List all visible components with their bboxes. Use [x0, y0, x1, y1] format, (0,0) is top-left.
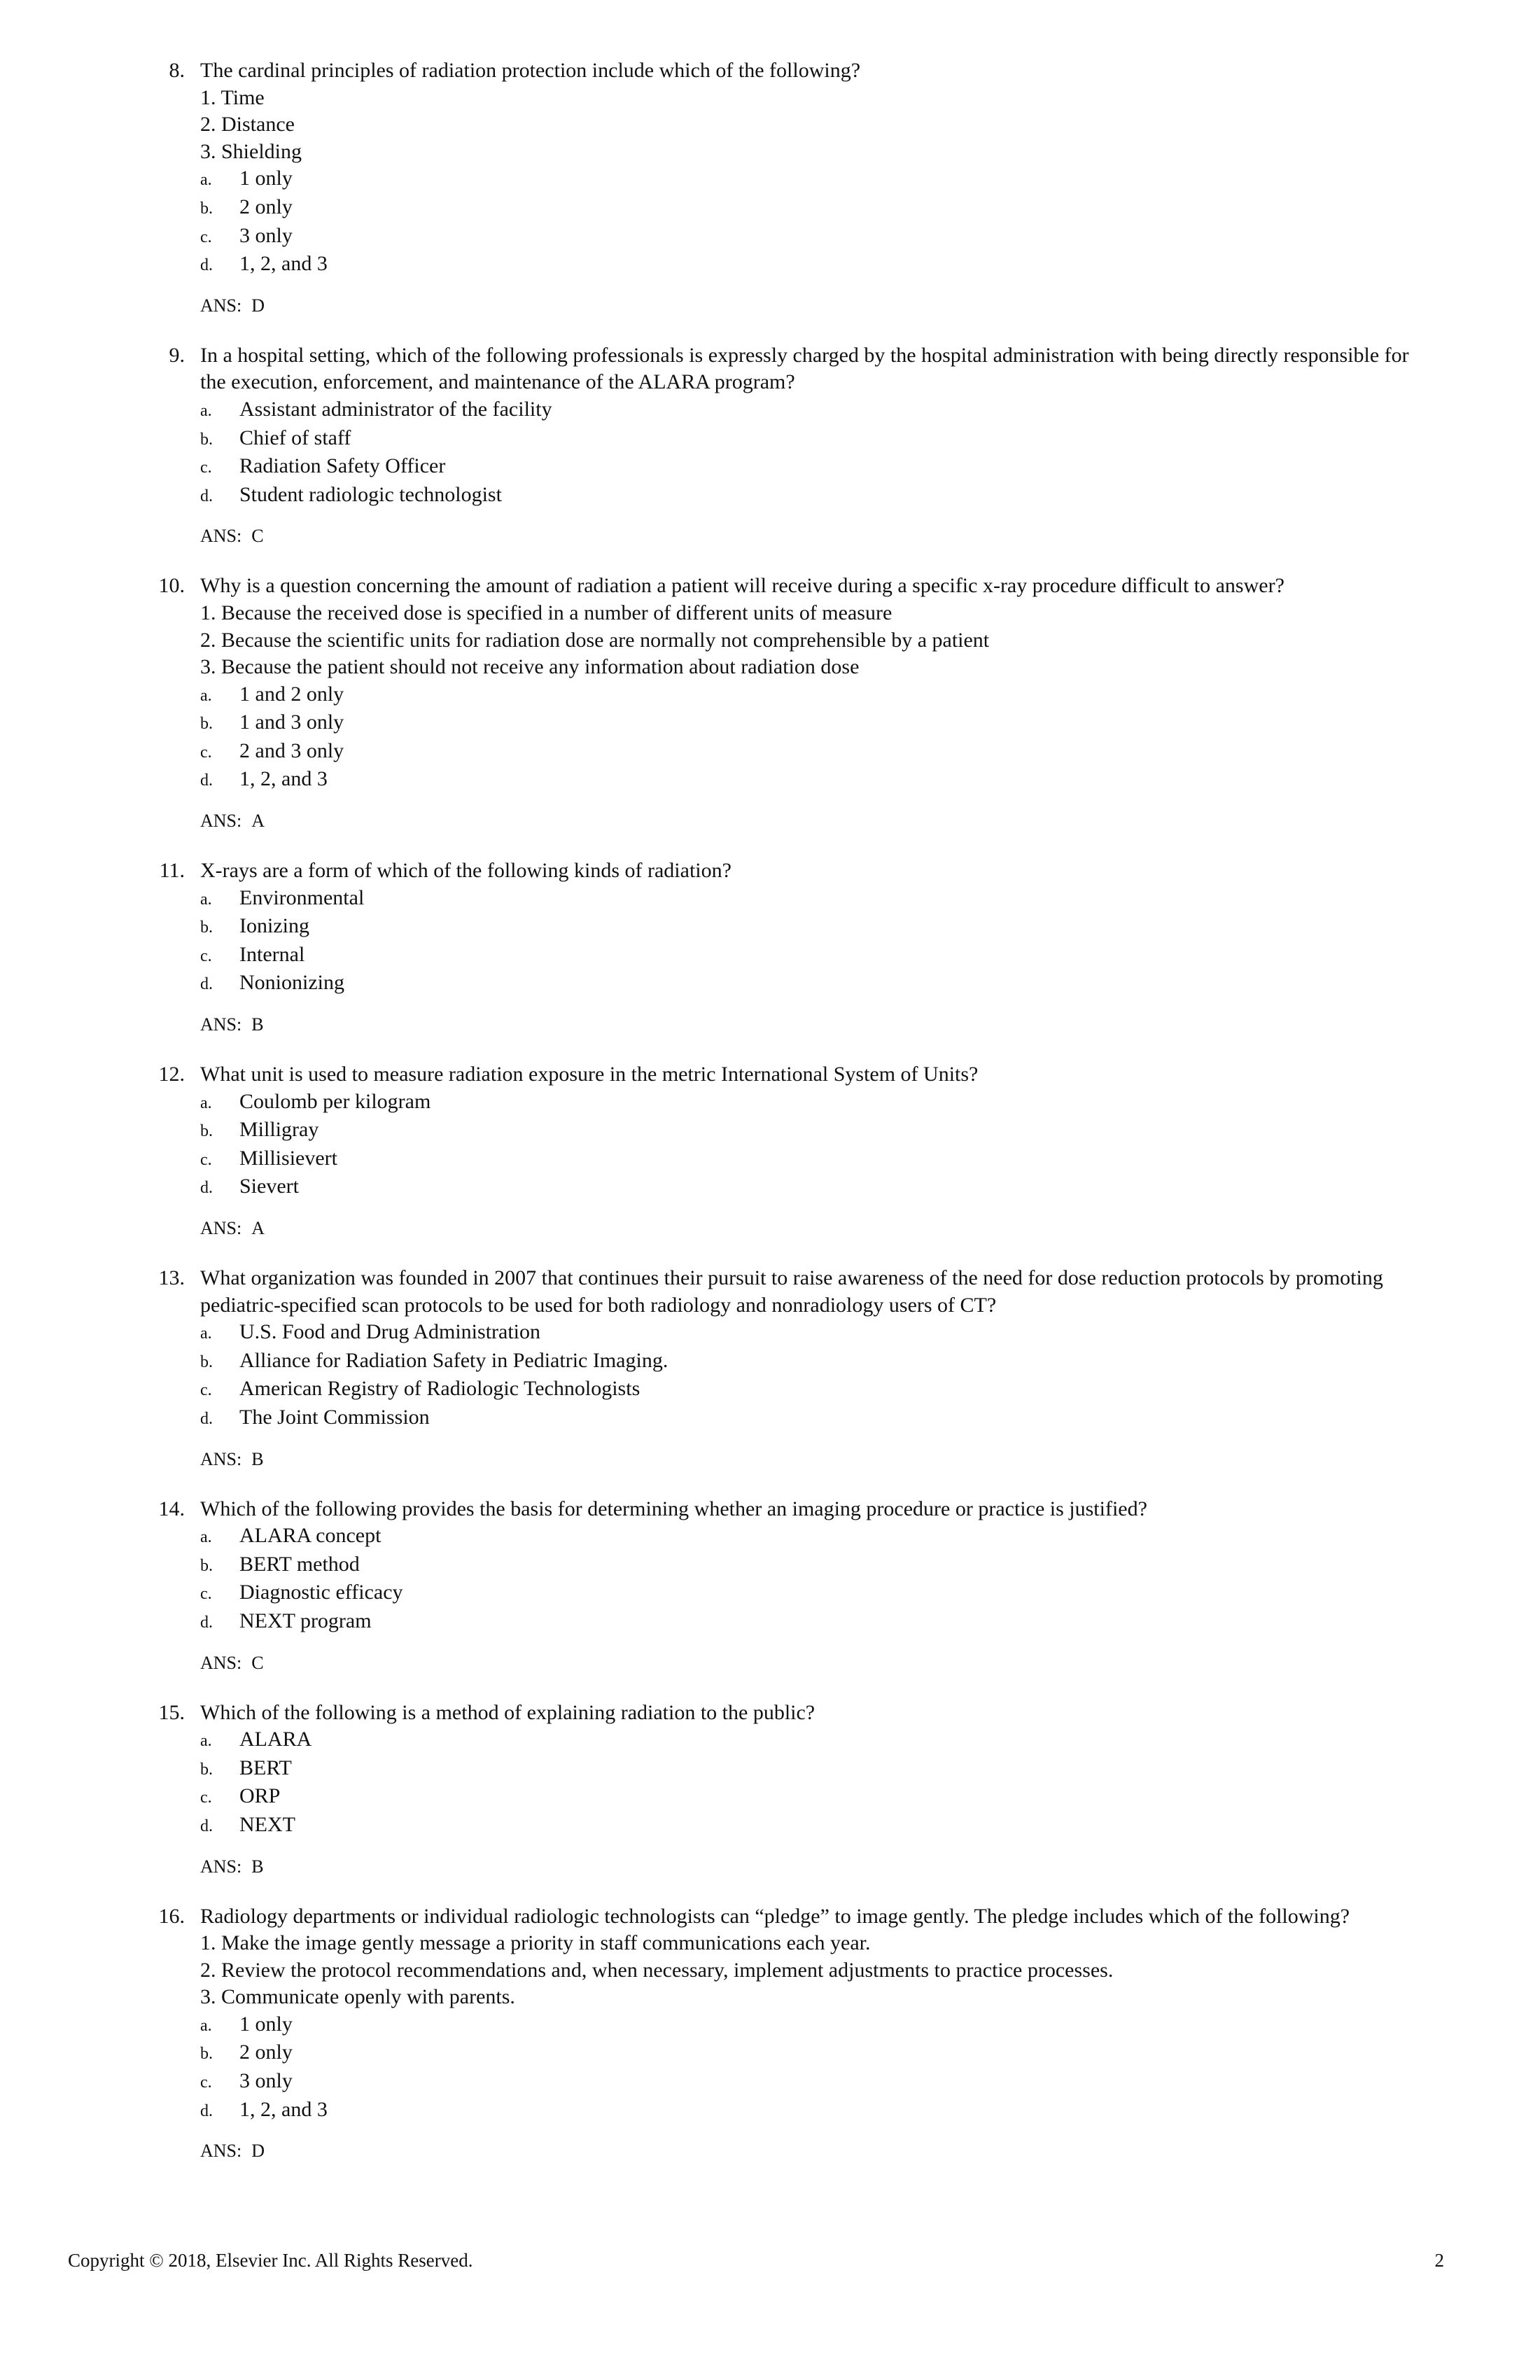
question-text: Which of the following provides the basis for determining whether an imaging procedure or practice is justified?	[200, 1497, 1147, 1520]
answer-label: ANS:	[200, 526, 242, 547]
answer-option	[200, 969, 1418, 998]
option-text: BERT method	[239, 1552, 360, 1576]
option-letter: b.	[200, 2045, 213, 2064]
option-text: 2 only	[239, 2040, 293, 2064]
answer-option	[200, 482, 1418, 510]
question-number: 10.	[158, 574, 185, 598]
question-item	[0, 1265, 1540, 1472]
question-body	[200, 1496, 1418, 1676]
option-text: 1 and 3 only	[239, 710, 344, 734]
question-statement: 3. Shielding	[200, 139, 302, 163]
question-body	[200, 1265, 1418, 1472]
option-letter: d.	[200, 1613, 213, 1632]
option-text: Millisievert	[239, 1146, 337, 1170]
question-text: What unit is used to measure radiation exposure in the metric International System of Units?	[200, 1063, 979, 1086]
question-item	[0, 858, 1540, 1037]
option-letter: c.	[200, 1788, 212, 1807]
option-text: Environmental	[239, 886, 365, 909]
answer-value: B	[251, 1448, 264, 1469]
option-letter: c.	[200, 1585, 212, 1604]
question-body	[200, 342, 1418, 550]
question-number: 8.	[169, 59, 185, 82]
question-number: 16.	[158, 1904, 185, 1928]
question-item	[0, 1496, 1540, 1676]
option-letter: a.	[200, 1732, 212, 1751]
answer-option	[200, 1783, 1418, 1812]
question-number: 14.	[158, 1497, 185, 1520]
option-letter: b.	[200, 1760, 213, 1779]
option-text: 1, 2, and 3	[239, 252, 328, 276]
question-text: Which of the following is a method of explaining radiation to the public?	[200, 1700, 816, 1724]
answer-option	[200, 766, 1418, 794]
option-letter: b.	[200, 715, 213, 734]
option-letter: c.	[200, 227, 212, 246]
option-letter: b.	[200, 1352, 213, 1371]
page-number: 2	[1434, 2250, 1444, 2271]
question-item	[0, 57, 1540, 318]
question-item	[0, 573, 1540, 834]
answer-option	[200, 1522, 1418, 1551]
question-body	[200, 1700, 1418, 1879]
question-number: 9.	[169, 343, 185, 367]
option-text: Radiation Safety Officer	[239, 454, 446, 478]
option-text: 2 and 3 only	[239, 738, 344, 762]
question-statement: 3. Because the patient should not receive any information about radiation dose	[200, 655, 860, 679]
answer-key	[200, 1447, 1418, 1472]
question-body	[200, 858, 1418, 1037]
option-letter: d.	[200, 1179, 213, 1198]
question-statement: 1. Because the received dose is specified in a number of different units of measure	[200, 601, 892, 624]
option-text: NEXT	[239, 1812, 295, 1836]
answer-option	[200, 1145, 1418, 1174]
option-text: 1 and 2 only	[239, 682, 344, 706]
option-text: 3 only	[239, 223, 293, 247]
answer-option	[200, 1755, 1418, 1784]
copyright-notice: Copyright © 2018, Elsevier Inc. All Rights Reserved.	[68, 2250, 473, 2271]
answer-option	[200, 2068, 1418, 2096]
answer-option	[200, 681, 1418, 710]
answer-key	[200, 808, 1418, 834]
question-statement: 1. Time	[200, 85, 265, 109]
question-number: 12.	[158, 1063, 185, 1086]
question-number: 11.	[159, 859, 185, 883]
option-text: Milligray	[239, 1118, 319, 1142]
answer-key	[200, 1854, 1418, 1879]
answer-option	[200, 1116, 1418, 1145]
answer-option	[200, 913, 1418, 941]
answer-key	[200, 293, 1418, 318]
answer-value: C	[251, 1652, 264, 1673]
question-statement: 1. Make the image gently message a priority in staff communications each year.	[200, 1931, 871, 1955]
answer-value: A	[251, 1218, 265, 1238]
question-number: 13.	[158, 1266, 185, 1289]
option-letter: a.	[200, 1093, 212, 1112]
option-letter: d.	[200, 1816, 213, 1835]
answer-option	[200, 223, 1418, 251]
option-text: 1, 2, and 3	[239, 767, 328, 791]
option-text: BERT	[239, 1756, 292, 1779]
answer-value: B	[251, 1014, 264, 1035]
option-letter: b.	[200, 1122, 213, 1141]
question-text: Why is a question concerning the amount of radiation a patient will receive during a specific x-ray procedure difficult to answer?	[200, 574, 1284, 598]
option-text: 3 only	[239, 2069, 293, 2093]
question-text: The cardinal principles of radiation protection include which of the following?	[200, 59, 861, 82]
answer-label: ANS:	[200, 1448, 242, 1469]
option-letter: d.	[200, 1409, 213, 1428]
question-body	[200, 573, 1418, 834]
option-letter: c.	[200, 458, 212, 477]
option-text: Nonionizing	[239, 971, 344, 995]
option-text: Ionizing	[239, 914, 309, 938]
answer-option	[200, 1088, 1418, 1117]
question-number: 15.	[158, 1700, 185, 1724]
option-letter: d.	[200, 975, 213, 994]
answer-option	[200, 709, 1418, 738]
answer-option	[200, 885, 1418, 913]
answer-option	[200, 425, 1418, 454]
option-letter: c.	[200, 743, 212, 762]
option-letter: a.	[200, 171, 212, 190]
question-item	[0, 342, 1540, 550]
question-body	[200, 57, 1418, 318]
question-item	[0, 1700, 1540, 1879]
option-letter: d.	[200, 771, 213, 790]
answer-key	[200, 1216, 1418, 1241]
answer-option	[200, 2096, 1418, 2125]
answer-option	[200, 1173, 1418, 1202]
option-text: American Registry of Radiologic Technologists	[239, 1377, 640, 1401]
question-text: Radiology departments or individual radiologic technologists can “pledge” to image gently. The pledge includes which of the following?	[200, 1904, 1350, 1928]
answer-label: ANS:	[200, 1014, 242, 1035]
answer-label: ANS:	[200, 1652, 242, 1673]
option-text: Coulomb per kilogram	[239, 1089, 431, 1113]
answer-value: D	[251, 295, 265, 316]
option-letter: c.	[200, 946, 212, 965]
answer-option	[200, 1579, 1418, 1608]
option-letter: c.	[200, 1150, 212, 1169]
question-statement: 3. Communicate openly with parents.	[200, 1985, 515, 2009]
option-letter: a.	[200, 1528, 212, 1547]
option-text: ORP	[239, 1784, 281, 1808]
answer-option	[200, 2011, 1418, 2040]
option-text: Sievert	[239, 1175, 299, 1198]
option-text: Internal	[239, 942, 305, 966]
option-letter: a.	[200, 401, 212, 420]
answer-option	[200, 1608, 1418, 1637]
option-letter: a.	[200, 890, 212, 909]
option-letter: c.	[200, 1381, 212, 1400]
answer-option	[200, 1551, 1418, 1580]
option-letter: d.	[200, 486, 213, 505]
question-statement: 2. Review the protocol recommendations and, when necessary, implement adjustments to practice processes.	[200, 1958, 1114, 1982]
question-item	[0, 1061, 1540, 1241]
answer-value: B	[251, 1856, 264, 1877]
answer-option	[200, 1376, 1418, 1404]
question-item	[0, 1903, 1540, 2164]
option-letter: a.	[200, 686, 212, 705]
answer-option	[200, 251, 1418, 279]
answer-value: C	[251, 526, 264, 547]
option-letter: b.	[200, 430, 213, 449]
answer-key	[200, 1651, 1418, 1676]
option-letter: d.	[200, 256, 213, 275]
answer-option	[200, 1319, 1418, 1348]
option-text: Student radiologic technologist	[239, 482, 502, 506]
answer-value: D	[251, 2141, 265, 2162]
option-text: Assistant administrator of the facility	[239, 397, 552, 421]
option-letter: a.	[200, 2016, 212, 2035]
option-text: U.S. Food and Drug Administration	[239, 1320, 541, 1344]
question-text: X-rays are a form of which of the following kinds of radiation?	[200, 859, 732, 883]
option-text: Alliance for Radiation Safety in Pediatric Imaging.	[239, 1348, 668, 1372]
question-body	[200, 1061, 1418, 1241]
question-list	[0, 57, 1540, 2188]
option-text: ALARA concept	[239, 1524, 382, 1548]
option-text: 1, 2, and 3	[239, 2097, 328, 2121]
answer-option	[200, 1404, 1418, 1433]
option-text: 2 only	[239, 195, 293, 218]
answer-option	[200, 738, 1418, 766]
answer-value: A	[251, 811, 265, 832]
answer-option	[200, 165, 1418, 194]
answer-option	[200, 194, 1418, 223]
option-text: 1 only	[239, 167, 293, 190]
answer-option	[200, 941, 1418, 970]
option-text: ALARA	[239, 1728, 312, 1751]
answer-key	[200, 524, 1418, 549]
answer-key	[200, 2138, 1418, 2164]
option-text: 1 only	[239, 2012, 293, 2036]
question-text: What organization was founded in 2007 that continues their pursuit to raise awareness of the need for dose reduction protocols by promoting pediatric-specified scan protocols to be used for both radiology and nonradiology users of CT?	[200, 1266, 1383, 1317]
option-text: NEXT program	[239, 1609, 372, 1632]
question-body	[200, 1903, 1418, 2164]
answer-option	[200, 2039, 1418, 2068]
option-letter: c.	[200, 2073, 212, 2092]
answer-option	[200, 1348, 1418, 1376]
answer-label: ANS:	[200, 1856, 242, 1877]
answer-option	[200, 1726, 1418, 1755]
option-text: The Joint Commission	[239, 1405, 430, 1429]
answer-label: ANS:	[200, 295, 242, 316]
answer-option	[200, 396, 1418, 425]
answer-option	[200, 1812, 1418, 1840]
option-letter: a.	[200, 1324, 212, 1343]
question-text: In a hospital setting, which of the following professionals is expressly charged by the hospital administration with being directly responsible for the execution, enforcement, and maintenance of the ALARA program?	[200, 343, 1409, 394]
option-text: Diagnostic efficacy	[239, 1581, 403, 1604]
option-letter: b.	[200, 199, 213, 218]
option-letter: d.	[200, 2101, 213, 2120]
question-statement: 2. Because the scientific units for radiation dose are normally not comprehensible by a patient	[200, 628, 990, 652]
answer-label: ANS:	[200, 811, 242, 832]
option-letter: b.	[200, 1556, 213, 1575]
option-text: Chief of staff	[239, 426, 351, 449]
answer-option	[200, 453, 1418, 482]
answer-key	[200, 1012, 1418, 1037]
question-statement: 2. Distance	[200, 113, 295, 136]
page-footer	[68, 2248, 1444, 2272]
answer-label: ANS:	[200, 1218, 242, 1238]
option-letter: b.	[200, 918, 213, 937]
answer-label: ANS:	[200, 2141, 242, 2162]
